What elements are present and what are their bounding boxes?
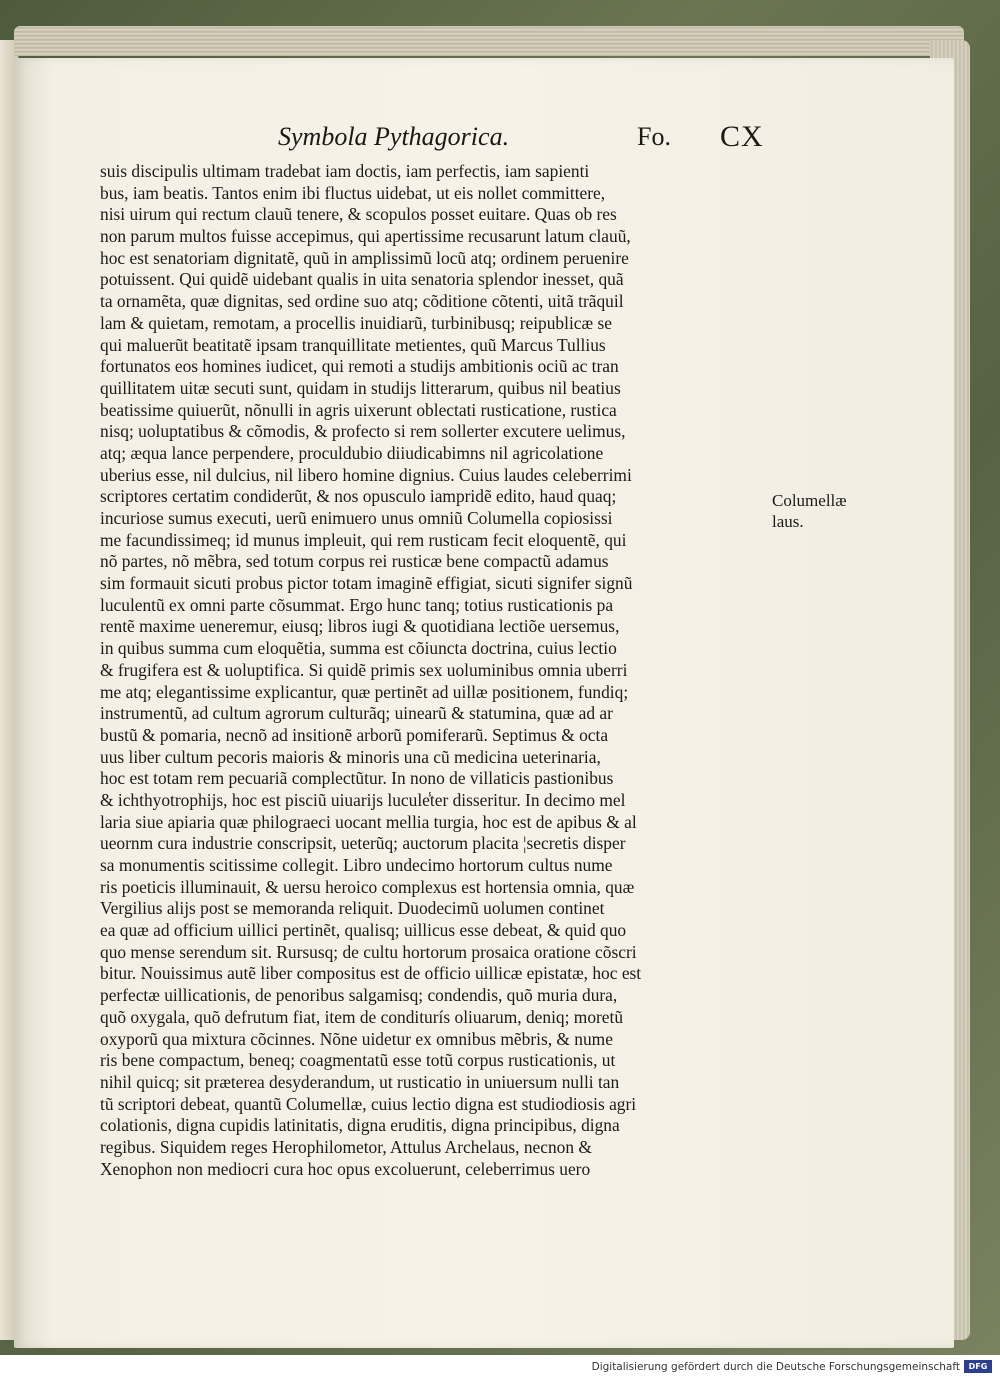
text-line: atq; æqua lance perpendere, proculdubio diiudicabimns nil agricolatione <box>100 442 604 463</box>
text-line: & frugifera est & uoluptifica. Si quidẽ primis sex uoluminibus omnia uberri <box>100 659 628 680</box>
text-line: nõ partes, nõ mẽbra, sed totum corpus rei rusticæ bene compactũ adamus <box>100 551 609 572</box>
text-line: potuissent. Qui quidẽ uidebant qualis in uita senatoria splendor inesset, quã <box>100 269 624 290</box>
text-line: uberius esse, nil dulcius, nil libero homine dignius. Cuius laudes celeberrimi <box>100 464 632 485</box>
page-header <box>0 122 1000 162</box>
text-line: me atq; elegantissime explicantur, quæ pertinẽt ad uillæ positionem, fundiq; <box>100 681 629 702</box>
text-line: sim formauit sicuti probus pictor totam imaginẽ effigiat, sicuti signifer signũ <box>100 573 633 594</box>
text-line: bus, iam beatis. Tantos enim ibi fluctus uidebat, ut eis nollet committere, <box>100 182 606 203</box>
body-text <box>100 161 766 1180</box>
text-line: tũ scriptori debeat, quantũ Columellæ, cuius lectio digna est studiodiosis agri <box>100 1093 637 1114</box>
text-line: me facundissimeq; id munus impleuit, qui rem rusticam fecit eloquentẽ, qui <box>100 529 627 550</box>
text-line: sa monumentis scitissime collegit. Libro undecimo hortorum cultus nume <box>100 855 613 875</box>
text-line: qui maluerũt beatitatẽ ipsam tranquillitate metientes, quũ Marcus Tullius <box>100 334 606 355</box>
text-line: in quibus summa cum eloquẽtia, summa est cõiuncta doctrina, cuius lectio <box>100 638 617 659</box>
text-line: uus liber cultum pecoris maioris & minoris una cũ medicina ueterinaria, <box>100 746 601 767</box>
dfg-logo: DFG <box>964 1360 992 1373</box>
text-line: regibus. Siquidem reges Herophilometor, Attulus Archelaus, necnon & <box>100 1136 592 1157</box>
text-line: ris bene compactum, beneq; coagmentatũ esse totũ corpus rusticationis, ut <box>100 1050 616 1071</box>
text-line: & ichthyotrophijs, hoc est pisciũ uiuarijs lucule̾ter disseritur. In decimo mel <box>100 789 626 810</box>
text-line: ta ornamẽta, quæ dignitas, sed ordine suo atq; cõditione cõtenti, uitã trãquil <box>100 291 624 312</box>
funding-credit: Digitalisierung gefördert durch die Deutsche Forschungsgemeinschaft <box>591 1361 960 1373</box>
margin-note <box>772 490 847 532</box>
text-line: ris poeticis illuminauit, & uersu heroico complexus est hortensia omnia, quæ <box>100 876 635 897</box>
text-line: perfectæ uillicationis, de penoribus salgamisq; condendis, quõ muria dura, <box>100 985 618 1006</box>
text-line: nihil quicq; sit præterea desyderandum, ut rusticatio in uniuersum nulli tan <box>100 1071 620 1092</box>
text-line: lam & quietam, remotam, a procellis inuidiarũ, turbinibusq; reipublicæ se <box>100 312 612 333</box>
text-line: quõ oxygala, quõ defrutum fiat, item de conditurís oliuarum, deniq; moretũ <box>100 1006 624 1027</box>
text-line: laria siue apiaria quæ philograeci uocant mellia turgia, hoc est de apibus & al <box>100 811 637 832</box>
text-line: fortunatos eos homines iudicet, qui remoti a studijs ambitionis ociũ ac tran <box>100 356 619 377</box>
margin-note-line: Columellæ <box>772 491 847 510</box>
text-line: quillitatem uitæ secuti sunt, quidam in studijs litterarum, quibus nil beatius <box>100 377 621 398</box>
text-line: hoc est totam rem pecuariã complectũtur. In nono de villaticis pastionibus <box>100 768 614 789</box>
margin-note-line: laus. <box>772 512 804 531</box>
text-line: non parum multos fuisse accepimus, qui apertissime recusarunt latum clauũ, <box>100 226 631 247</box>
text-line: bustũ & pomaria, necnõ ad insitionẽ arborũ pomiferarũ. Septimus & octa <box>100 724 609 745</box>
text-line: colationis, digna cupidis latinitatis, digna eruditis, digna principibus, digna <box>100 1115 620 1136</box>
page-stack-top-edge <box>14 26 964 56</box>
text-line: nisi uirum qui rectum clauũ tenere, & scopulos posset euitare. Quas ob res <box>100 204 617 225</box>
text-line: beatissime quiuerũt, nõnulli in agris uixerunt oblectati rusticatione, rustica <box>100 399 617 420</box>
text-line: nisq; uoluptatibus & cõmodis, & profecto si rem sollerter excutere uelimus, <box>100 421 626 442</box>
text-line: ueornm cura industrie conscripsit, ueterũq; auctorum placita ¦secretis disper <box>100 833 626 854</box>
text-line: Xenophon non mediocri cura hoc opus excoluerunt, celeberrimus uero <box>100 1158 591 1179</box>
folio-number: CX <box>720 120 764 153</box>
text-line: oxyporũ qua mixtura cõcinnes. Nõne uidetur ex omnibus mẽbris, & nume <box>100 1028 613 1049</box>
text-line: suis discipulis ultimam tradebat iam doctis, iam perfectis, iam sapienti <box>100 161 590 181</box>
text-line: Vergilius alijs post se memoranda reliquit. Duodecimũ uolumen continet <box>100 898 605 919</box>
text-line: incuriose sumus executi, uerũ enimuero unus omniũ Columella copiosissi <box>100 508 613 528</box>
text-line: luculentũ ex omni parte cõsummat. Ergo hunc tanq; totius rusticationis pa <box>100 594 614 615</box>
text-line: scriptores certatim condiderũt, & nos opusculo iampridẽ edito, haud quaq; <box>100 486 617 507</box>
text-line: rentẽ maxime ueneremur, eiusq; libros iugi & quotidiana lectiõe uersemus, <box>100 616 620 637</box>
digitization-footer <box>0 1355 1000 1378</box>
folio-label: Fo. <box>637 122 671 151</box>
text-line: ea quæ ad officium uillici pertinẽt, qualisq; uillicus esse debeat, & quid quo <box>100 920 627 941</box>
text-line: instrumentũ, ad cultum agrorum culturãq; uinearũ & statumina, quæ ad ar <box>100 703 613 724</box>
text-line: bitur. Nouissimus autẽ liber compositus est de officio uillicæ epistatæ, hoc est <box>100 963 642 984</box>
text-line: quo mense serendum sit. Rursusq; de cultu hortorum prosaica oratione cõscri <box>100 941 637 962</box>
running-title: Symbola Pythagorica. <box>278 122 510 151</box>
text-line: hoc est senatoriam dignitatẽ, quũ in amplissimũ locũ atq; ordinem peruenire <box>100 247 629 268</box>
